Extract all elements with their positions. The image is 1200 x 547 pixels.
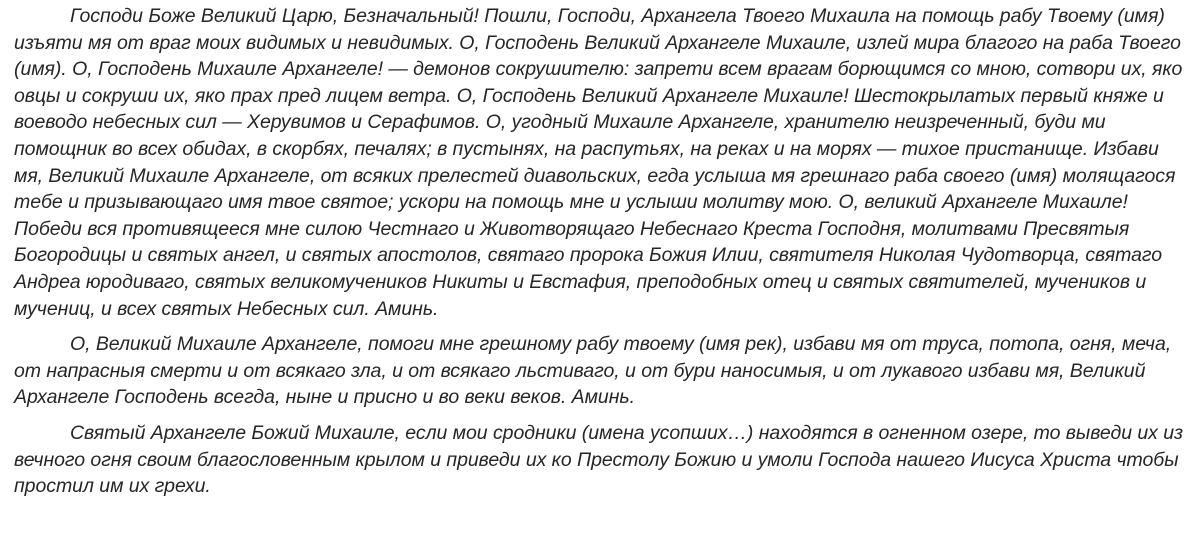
- prayer-paragraph-3: Святый Архангеле Божий Михаиле, если мои сродники (имена усопших…) находятся в огненном озере, то выведи их из вечного огня своим благословенным крылом и приведи их ко Престолу Божию и умоли Господа нашего Иисуса Христа чтобы простил им их грехи.: [14, 421, 1184, 498]
- prayer-document: [14, 3, 1190, 500]
- prayer-paragraph-1: Господи Боже Великий Царю, Безначальный! Пошли, Господи, Архангела Твоего Михаила на помощь рабу Твоему (имя) изъяти мя от враг моих видимых и невидимых. О, Господень Великий Архангеле Михаиле, излей мира благого на раба Твоего (имя). О, Господень Михаиле Архангеле! — демонов сокрушителю: запрети всем врагам борющимся со мною, сотвори их, яко овцы и сокруши их, яко прах пред лицем ветра. О, Господень Великий Архангеле Михаиле! Шестокрылатых первый княже и воеводо небесных сил — Херувимов и Серафимов. О, угодный Михаиле Архангеле, хранителю неизреченный, буди ми помощник во всех обидах, в скорбях, печалях; в пустынях, на распутьях, на реках и на морях — тихое пристанище. Избави мя, Великий Михаиле Архангеле, от всяких прелестей диавольских, егда услыша мя грешнаго раба своего (имя) молящагося тебе и призывающаго имя твое святое; ускори на помощь мне и услыши молитву мою. О, великий Архангеле Михаиле! Победи вся противящееся мне силою Честнаго и Животворящаго Небеснаго Креста Господня, молитвами Пресвятыя Богородицы и святых ангел, и святых апостолов, святаго пророка Божия Илии, святителя Николая Чудотворца, святаго Андреа юродиваго, святых великомучеников Никиты и Евстафия, преподобных отец и святых святителей, мучеников и мучениц, и всех святых Небесных сил. Аминь.: [14, 5, 1183, 320]
- prayer-paragraph-2: О, Великий Михаиле Архангеле, помоги мне грешному рабу твоему (имя рек), избави мя от труса, потопа, огня, меча, от напрасныя смерти и от всякаго зла, и от всякаго льстиваго, и от бури наносимыя, и от лукавого избави мя, Великий Архангеле Господень всегда, ныне и присно и во веки веков. Аминь.: [14, 333, 1172, 409]
